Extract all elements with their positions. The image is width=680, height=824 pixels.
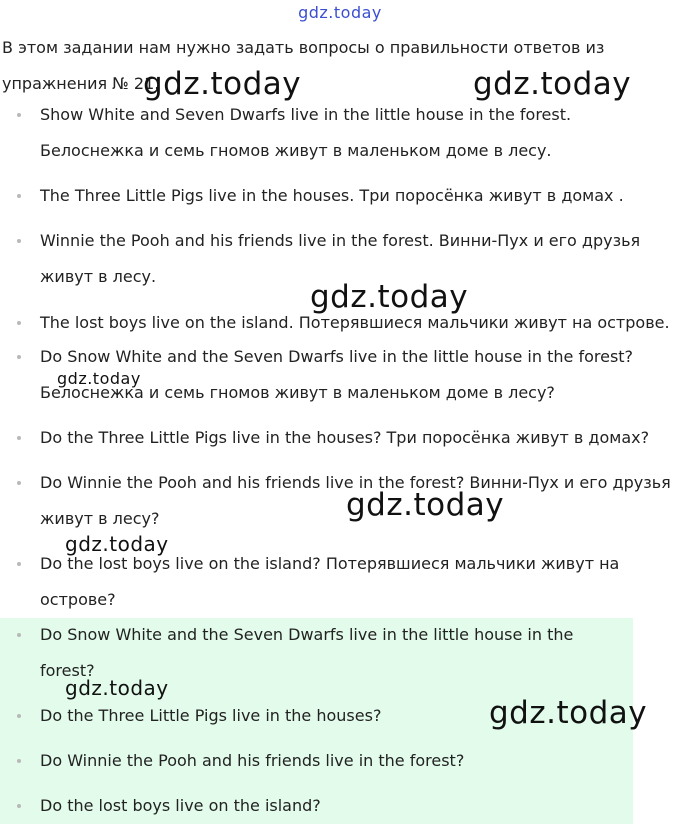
watermark-text: gdz.today	[65, 532, 169, 556]
bullet-icon	[17, 804, 21, 808]
bullet-icon	[17, 759, 21, 763]
bullet-icon	[17, 113, 21, 117]
list-item	[0, 420, 680, 456]
watermark-text: gdz.today	[489, 695, 648, 731]
bullet-icon	[17, 714, 21, 718]
list-item	[0, 546, 680, 618]
list-item-text: Do Winnie the Pooh and his friends live in the forest? Винни-Пух и его друзья живут в лесу?	[40, 473, 671, 528]
site-header-logo[interactable]: gdz.today	[298, 3, 382, 22]
list-item-text: Do the lost boys live on the island? Потерявшиеся мальчики живут на острове?	[40, 554, 620, 609]
bullet-icon	[17, 633, 21, 637]
list-item	[0, 178, 680, 214]
list-item-text: The Three Little Pigs live in the houses. Три поросёнка живут в домах .	[40, 186, 624, 205]
list-item	[0, 698, 680, 734]
bullet-icon	[17, 562, 21, 566]
list-item-text: The lost boys live on the island. Потерявшиеся мальчики живут на острове.	[40, 313, 670, 332]
list-item-text: Show White and Seven Dwarfs live in the little house in the forest. Белоснежка и семь гномов живут в маленьком доме в лесу.	[40, 105, 572, 160]
bullet-icon	[17, 355, 21, 359]
list-item	[0, 223, 680, 295]
list-item-text: Do Snow White and the Seven Dwarfs live in the little house in the forest?	[40, 625, 574, 680]
bullet-icon	[17, 436, 21, 440]
list-item-text: Winnie the Pooh and his friends live in the forest. Винни-Пух и его друзья живут в лесу.	[40, 231, 641, 286]
list-item-text: Do the Three Little Pigs live in the houses? Три поросёнка живут в домах?	[40, 428, 650, 447]
list-item-text: Do Snow White and the Seven Dwarfs live in the little house in the forest? Белоснежка и семь гномов живут в маленьком доме в лесу?	[40, 347, 634, 402]
bullet-icon	[17, 481, 21, 485]
list-item	[0, 743, 680, 779]
bullet-icon	[17, 321, 21, 325]
watermark-text: gdz.today	[65, 676, 169, 700]
bullet-icon	[17, 239, 21, 243]
list-item	[0, 339, 680, 411]
list-item-text: Do Winnie the Pooh and his friends live in the forest?	[40, 751, 465, 770]
list-item-text: Do the Three Little Pigs live in the houses?	[40, 706, 382, 725]
watermark-text: gdz.today	[143, 66, 302, 102]
watermark-text: gdz.today	[346, 487, 505, 523]
list-item	[0, 788, 680, 824]
intro-paragraph: В этом задании нам нужно задать вопросы о правильности ответов из упражнения № 21.	[2, 38, 605, 93]
watermark-text: gdz.today	[310, 279, 469, 315]
list-item	[0, 617, 680, 689]
list-item-text: Do the lost boys live on the island?	[40, 796, 321, 815]
watermark-text: gdz.today	[57, 369, 141, 388]
bullet-icon	[17, 194, 21, 198]
list-item	[0, 305, 680, 341]
list-item	[0, 465, 680, 537]
list-item	[0, 97, 680, 169]
watermark-text: gdz.today	[473, 66, 632, 102]
